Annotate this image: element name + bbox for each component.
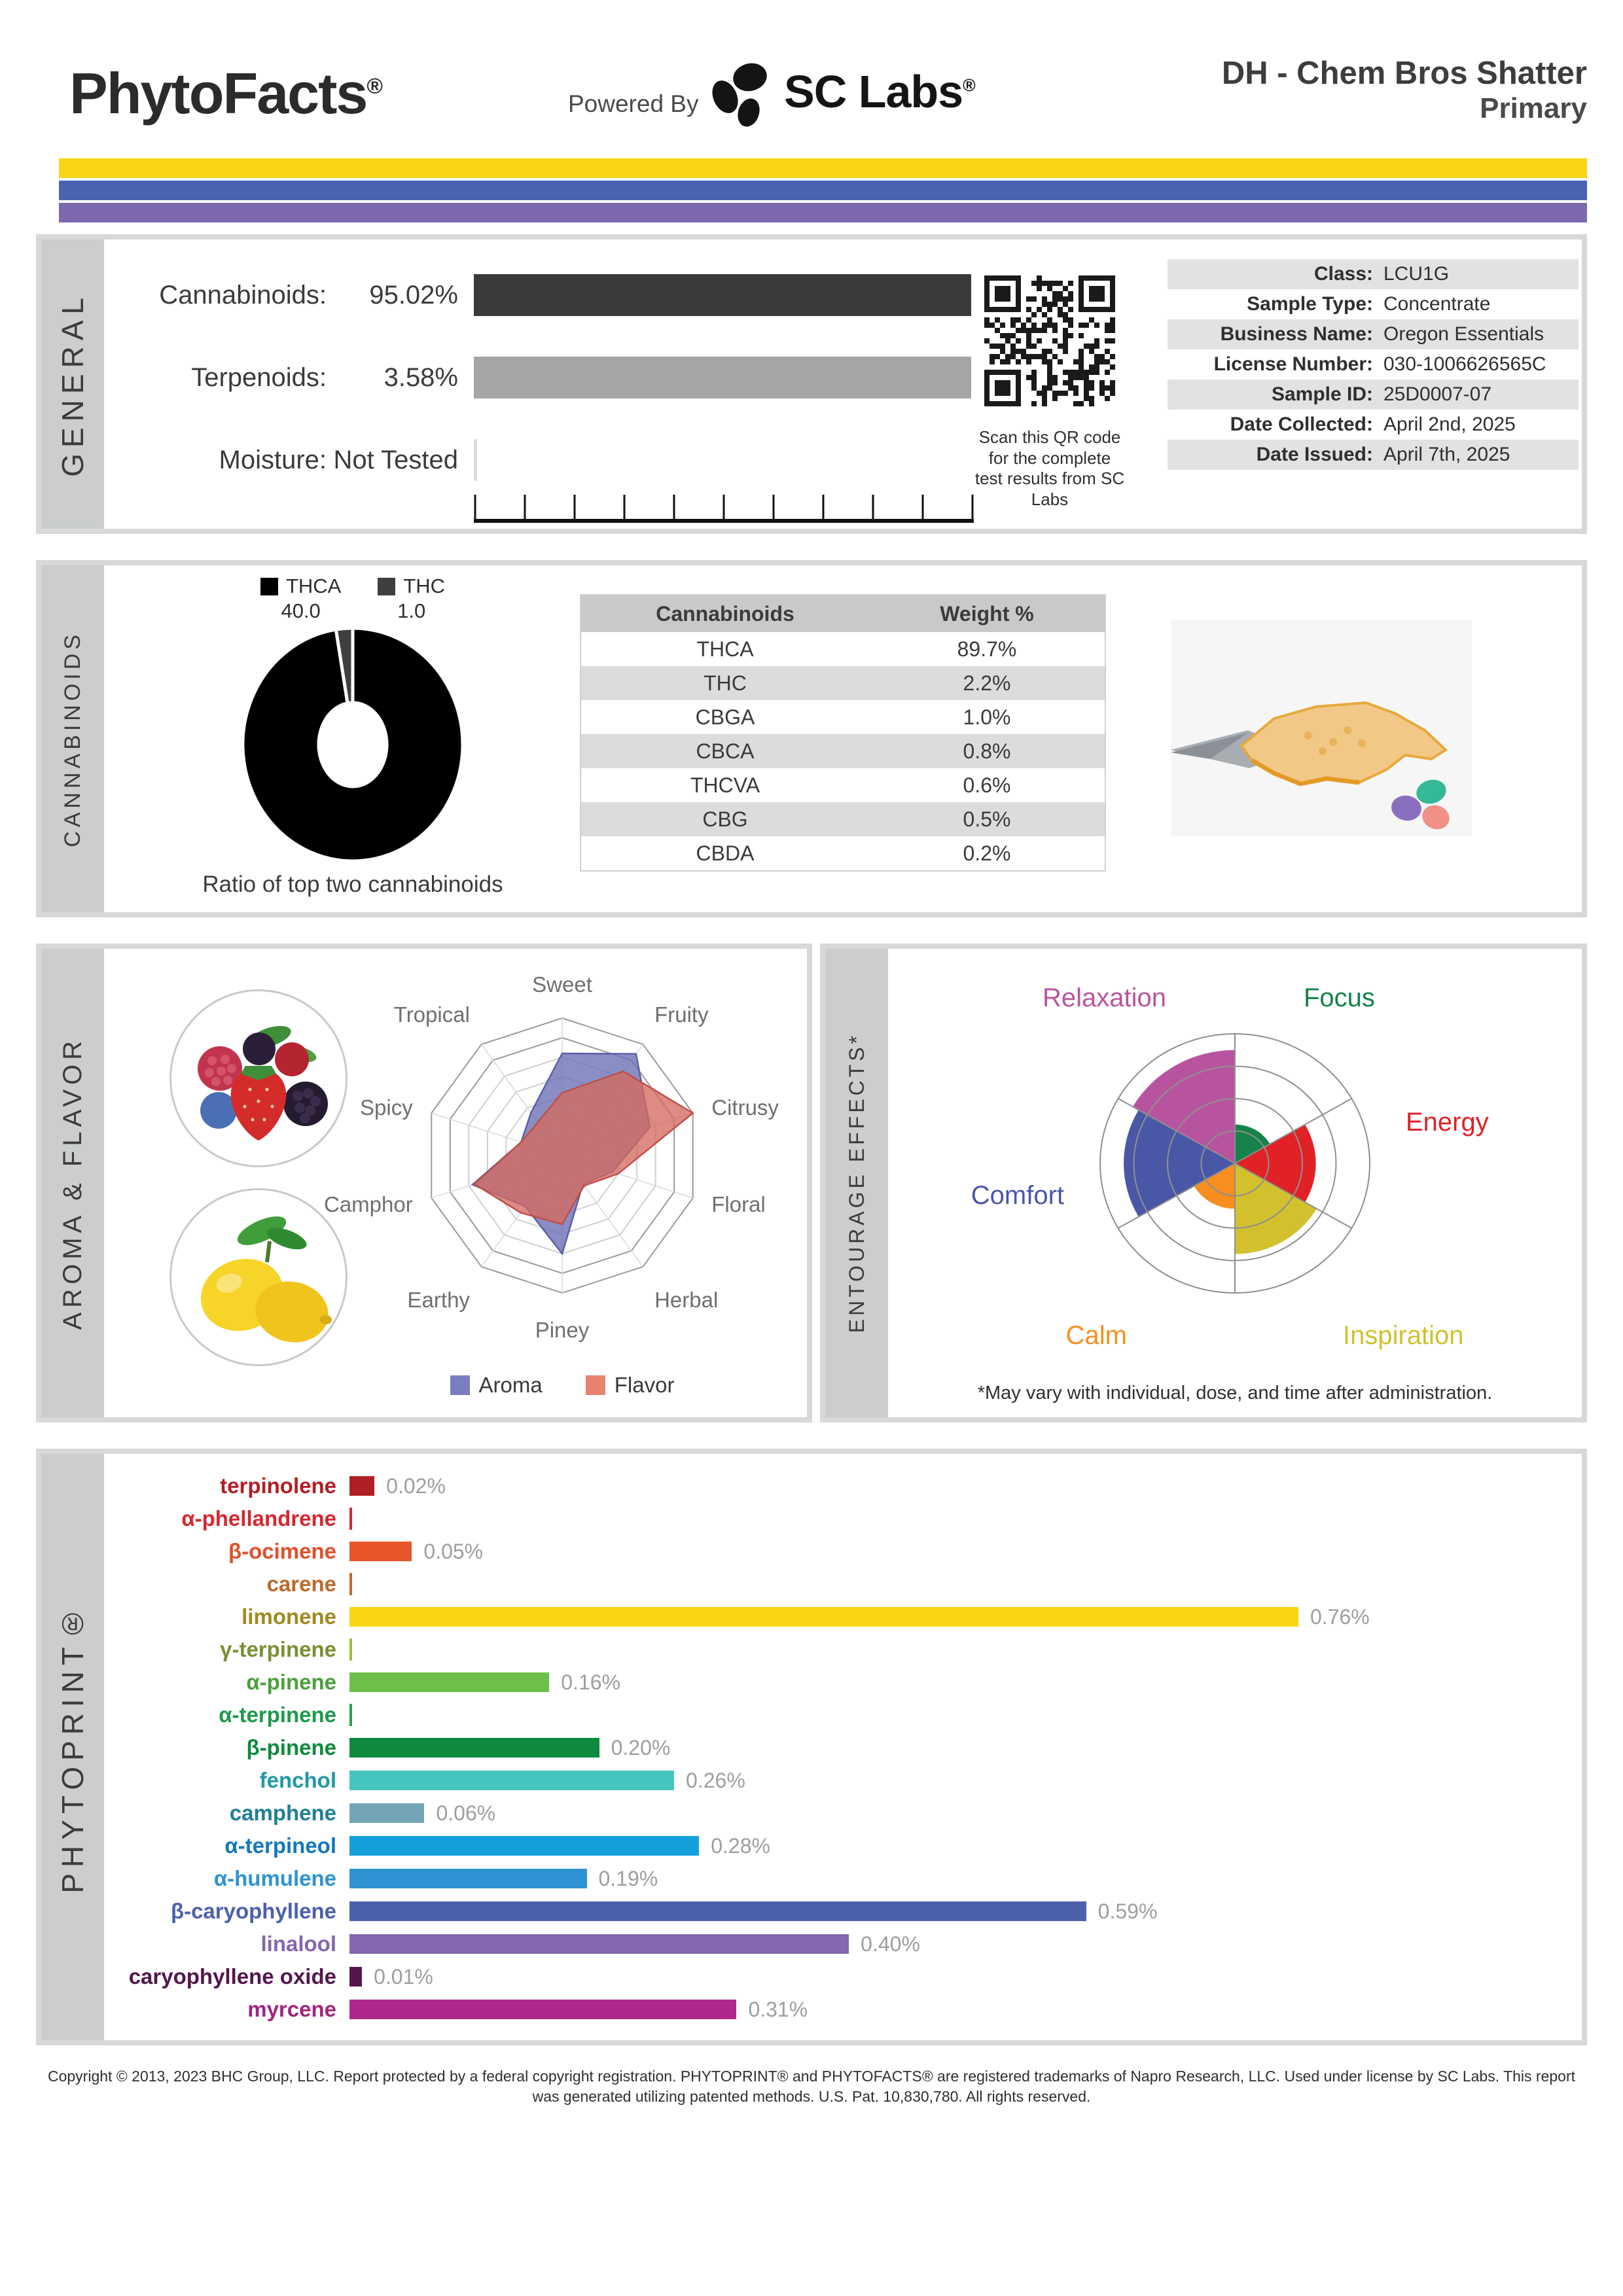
footer-line2: was generated utilizing patented methods. U.S. Pat. 10,830,780. All rights reserved. <box>532 2088 1091 2106</box>
general-row-bar <box>474 357 971 398</box>
sample-photo <box>1171 620 1472 839</box>
terpene-value: 0.19% <box>598 1866 658 1890</box>
copyright-footer <box>0 2066 1623 2107</box>
terpene-value: 0.59% <box>1097 1899 1158 1923</box>
terpene-row <box>104 1797 1582 1829</box>
terpene-value: 0.01% <box>374 1964 433 1988</box>
terpene-row <box>104 1502 1582 1535</box>
terpene-row <box>104 1535 1582 1568</box>
column-header: Cannabinoids <box>656 601 794 626</box>
entourage-footnote: *May vary with individual, dose, and time after administration. <box>977 1383 1493 1404</box>
accent-bar <box>59 181 1587 200</box>
effect-label: Calm <box>1065 1321 1127 1350</box>
terpene-value: 0.40% <box>861 1932 920 1956</box>
general-row <box>130 274 971 317</box>
info-row <box>1168 440 1578 470</box>
terpene-bar <box>349 1901 1086 1921</box>
accent-bar <box>59 158 1587 178</box>
info-label: Sample ID: <box>1271 383 1373 405</box>
info-label: Date Issued: <box>1256 444 1373 465</box>
terpene-label: β-ocimene <box>228 1539 336 1563</box>
legend-label: THC <box>403 574 446 597</box>
terpene-value: 0.76% <box>1310 1604 1370 1629</box>
info-row <box>1168 380 1578 410</box>
info-row <box>1168 259 1578 289</box>
effect-label: Comfort <box>971 1181 1064 1210</box>
report-title-block <box>1222 55 1587 126</box>
cannabinoid-ratio-donut <box>176 622 529 874</box>
sc-labs-logo-icon <box>708 60 776 128</box>
info-value: April 7th, 2025 <box>1383 444 1510 465</box>
info-value: LCU1G <box>1383 263 1450 285</box>
radar-svg <box>104 949 807 1374</box>
info-value: 030-1006626565C <box>1383 353 1546 375</box>
accent-bar <box>59 203 1587 222</box>
section-entourage-effects <box>820 944 1587 1422</box>
accent-bars <box>59 158 1587 224</box>
general-row-label: Cannabinoids: <box>159 280 327 309</box>
table-row <box>581 666 1105 700</box>
terpene-bar <box>349 1607 1298 1627</box>
terpene-value: 0.16% <box>561 1670 620 1694</box>
general-row-label: Terpenoids: <box>191 362 327 392</box>
terpene-bar <box>349 1672 549 1692</box>
general-row-value: 3.58% <box>383 362 458 392</box>
info-row <box>1168 410 1578 440</box>
ruler-svg <box>474 493 974 525</box>
donut-caption: Ratio of top two cannabinoids <box>202 872 503 897</box>
terpene-value: 0.31% <box>748 1997 808 2021</box>
legend-swatch <box>586 1375 605 1395</box>
general-row-value: Not Tested <box>333 445 458 474</box>
general-row-bar <box>474 439 971 481</box>
terpene-row <box>104 1993 1582 2026</box>
shatter-photo-svg <box>1171 620 1472 836</box>
terpene-label: γ-terpinene <box>220 1637 336 1661</box>
terpene-row <box>104 1699 1582 1731</box>
terpene-label: β-pinene <box>246 1735 336 1759</box>
terpene-label: α-terpineol <box>224 1833 336 1858</box>
section-cannabinoids <box>36 560 1587 917</box>
terpene-label: α-terpinene <box>219 1703 336 1727</box>
terpene-label: terpinolene <box>220 1474 336 1498</box>
info-value: Concentrate <box>1383 293 1491 315</box>
radar-axis-label: Earthy <box>407 1288 470 1313</box>
terpene-bar-chart <box>104 1470 1582 2026</box>
terpene-row <box>104 1568 1582 1600</box>
cannabinoids-table-header <box>581 595 1105 632</box>
table-row <box>581 836 1105 870</box>
info-label: Business Name: <box>1220 323 1373 345</box>
cannabinoid-name: CBDA <box>696 841 755 865</box>
radar-legend <box>353 1373 772 1398</box>
terpene-bar <box>349 2000 736 2019</box>
table-row <box>581 632 1105 666</box>
section-label-general: GENERAL <box>41 239 104 529</box>
terpene-bar <box>349 1542 412 1561</box>
effect-label: Inspiration <box>1343 1321 1464 1350</box>
section-label-cannabinoids: CANNABINOIDS <box>41 565 104 912</box>
terpene-row <box>104 1928 1582 1960</box>
aroma-flavor-radar-chart <box>104 949 807 1377</box>
radar-axis-label: Fruity <box>654 1002 709 1027</box>
section-label-aroma-flavor: AROMA & FLAVOR <box>41 949 104 1417</box>
terpene-value: 0.06% <box>436 1801 496 1825</box>
radar-axis-label: Floral <box>711 1192 766 1217</box>
terpene-bar <box>349 1738 599 1757</box>
radar-axis-label: Piney <box>535 1318 590 1342</box>
sc-labs-logo-text: SC Labs® <box>784 66 975 117</box>
info-row <box>1168 319 1578 349</box>
terpene-label: linalool <box>260 1932 336 1956</box>
radar-axis-label: Tropical <box>393 1002 470 1027</box>
terpene-bar <box>349 1869 587 1888</box>
info-value: Oregon Essentials <box>1383 323 1544 345</box>
terpene-row <box>104 1731 1582 1764</box>
legend-label: THCA <box>285 574 342 597</box>
column-header: Weight % <box>940 601 1034 626</box>
legend-item <box>378 574 445 623</box>
cannabinoid-name: THCVA <box>690 773 760 797</box>
section-aroma-flavor <box>36 944 812 1422</box>
general-row <box>130 438 971 482</box>
cannabinoid-name: THCA <box>696 637 754 661</box>
cannabinoid-name: CBG <box>702 807 748 831</box>
radar-axis-label: Citrusy <box>711 1095 779 1120</box>
radar-legend-item <box>586 1373 675 1398</box>
cannabinoid-weight: 0.5% <box>963 807 1011 831</box>
sample-title: DH - Chem Bros Shatter <box>1221 56 1587 91</box>
terpene-trace-tick <box>349 1638 352 1661</box>
cannabinoid-name: CBGA <box>695 705 755 729</box>
terpene-value: 0.20% <box>611 1735 671 1759</box>
terpene-value: 0.05% <box>423 1539 484 1563</box>
terpene-bar <box>349 1771 674 1790</box>
terpene-row <box>104 1895 1582 1928</box>
legend-label: Aroma <box>478 1373 543 1397</box>
terpene-trace-tick <box>349 1704 352 1726</box>
effect-label: Focus <box>1304 983 1375 1012</box>
radar-axis-label: Sweet <box>532 972 592 997</box>
legend-swatch <box>260 578 278 595</box>
donut-legend <box>176 574 529 623</box>
terpene-row <box>104 1633 1582 1666</box>
cannabinoid-name: THC <box>704 671 747 695</box>
table-row <box>581 734 1105 768</box>
cannabinoid-weight: 0.8% <box>963 739 1011 763</box>
legend-value: 40.0 <box>281 599 321 622</box>
terpene-row <box>104 1829 1582 1862</box>
radar-axis-label: Herbal <box>654 1288 719 1313</box>
legend-value: 1.0 <box>397 599 426 622</box>
terpene-row <box>104 1600 1582 1633</box>
terpene-trace-tick <box>349 1508 352 1530</box>
qr-block <box>974 266 1125 510</box>
terpene-bar <box>349 1476 374 1496</box>
general-row-bar <box>474 274 971 316</box>
radar-legend-item <box>450 1373 543 1398</box>
terpene-value: 0.26% <box>686 1768 745 1792</box>
section-label-entourage: ENTOURAGE EFFECTS* <box>825 949 888 1417</box>
info-row <box>1168 349 1578 380</box>
terpene-trace-tick <box>349 1573 352 1595</box>
info-label: License Number: <box>1213 353 1373 375</box>
legend-item <box>260 574 341 623</box>
terpene-label: myrcene <box>247 1997 336 2021</box>
cannabinoid-weight: 0.6% <box>963 773 1011 797</box>
cannabinoid-weight: 1.0% <box>963 705 1011 729</box>
terpene-label: α-humulene <box>213 1866 336 1890</box>
radar-axis-label: Spicy <box>360 1095 413 1120</box>
powered-by-label: Powered By <box>568 90 699 117</box>
general-row-label: Moisture: <box>219 445 327 474</box>
terpene-label: β-caryophyllene <box>170 1899 336 1923</box>
entourage-effects-chart <box>888 955 1582 1377</box>
terpene-row <box>104 1960 1582 1993</box>
info-value: 25D0007-07 <box>1383 383 1492 405</box>
legend-swatch <box>378 578 395 595</box>
cannabinoids-table <box>580 594 1106 872</box>
terpene-label: caryophyllene oxide <box>128 1964 336 1988</box>
moisture-tick <box>474 439 477 481</box>
footer-line1: Copyright © 2013, 2023 BHC Group, LLC. Report protected by a federal copyright registration. PHYTOPRINT® and PHYTOFACTS® are registered trademarks of Napro Research, LLC. Used under license by SC Labs. This report <box>47 2068 1576 2085</box>
terpene-label: camphene <box>229 1801 336 1825</box>
terpene-bar <box>349 1836 699 1856</box>
sample-info-table <box>1168 259 1578 470</box>
terpene-row <box>104 1764 1582 1797</box>
table-row <box>581 802 1105 836</box>
table-row <box>581 700 1105 734</box>
info-label: Date Collected: <box>1230 414 1373 435</box>
donut-svg <box>176 622 529 870</box>
scale-ruler <box>474 493 974 528</box>
qr-caption: Scan this QR code for the complete test results from SC Labs <box>974 427 1125 510</box>
terpene-label: α-pinene <box>246 1670 336 1694</box>
general-row-value: 95.02% <box>369 280 458 309</box>
general-bar <box>474 274 971 316</box>
general-bar <box>474 357 971 398</box>
phytofacts-logo: PhytoFacts® <box>69 61 382 126</box>
entourage-wheel-svg <box>888 955 1582 1374</box>
section-general <box>36 234 1587 534</box>
effect-label: Relaxation <box>1042 983 1166 1012</box>
cannabinoid-weight: 2.2% <box>963 671 1011 695</box>
terpene-label: carene <box>266 1572 336 1596</box>
legend-label: Flavor <box>614 1373 675 1397</box>
cannabinoid-weight: 0.2% <box>963 841 1011 865</box>
legend-swatch <box>450 1375 470 1395</box>
terpene-row <box>104 1470 1582 1502</box>
section-phytoprint <box>36 1449 1587 2045</box>
terpene-bar <box>349 1967 362 1987</box>
qr-code <box>974 266 1125 416</box>
info-label: Sample Type: <box>1247 293 1373 315</box>
info-row <box>1168 289 1578 319</box>
terpene-bar <box>349 1934 849 1954</box>
sample-subtitle: Primary <box>1480 92 1587 125</box>
section-label-phytoprint: PHYTOPRINT® <box>41 1454 104 2040</box>
info-value: April 2nd, 2025 <box>1383 414 1516 435</box>
terpene-bar <box>349 1803 424 1823</box>
terpene-row <box>104 1666 1582 1699</box>
effect-label: Energy <box>1406 1108 1489 1137</box>
info-label: Class: <box>1313 263 1373 285</box>
terpene-row <box>104 1862 1582 1895</box>
terpene-value: 0.28% <box>711 1833 770 1858</box>
general-row <box>130 356 971 399</box>
terpene-label: fenchol <box>259 1768 336 1792</box>
radar-axis-label: Camphor <box>324 1192 413 1217</box>
table-row <box>581 768 1105 802</box>
cannabinoid-name: CBCA <box>696 739 755 763</box>
cannabinoid-weight: 89.7% <box>957 637 1017 661</box>
terpene-label: limonene <box>241 1604 336 1629</box>
terpene-label: α-phellandrene <box>181 1506 336 1530</box>
terpene-value: 0.02% <box>386 1474 446 1498</box>
